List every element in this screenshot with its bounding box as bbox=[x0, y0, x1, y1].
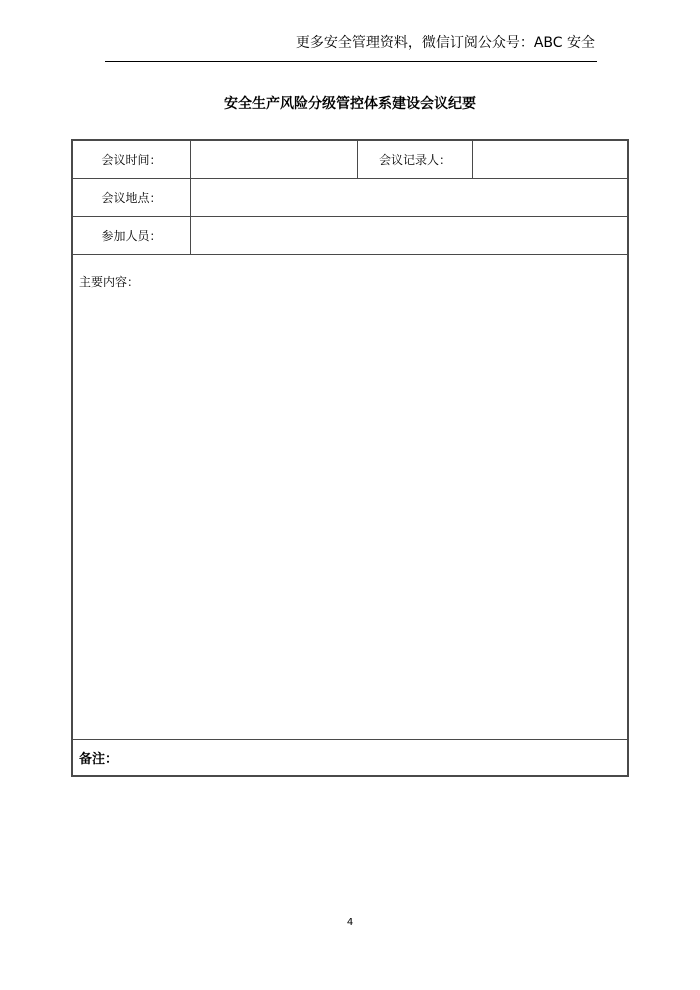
form-row-time-recorder bbox=[73, 141, 627, 179]
page-number: 4 bbox=[346, 917, 354, 928]
remarks-row[interactable] bbox=[73, 740, 627, 775]
meeting-time-field[interactable] bbox=[191, 141, 358, 178]
recorder-label: 会议记录人： bbox=[358, 141, 473, 178]
recorder-field[interactable] bbox=[473, 141, 627, 178]
remarks-label: 备注： bbox=[79, 752, 119, 767]
participants-field[interactable] bbox=[191, 217, 627, 254]
participants-label: 参加人员： bbox=[73, 217, 191, 254]
form-row-location bbox=[73, 179, 627, 217]
page-header-text: 更多安全管理资料，微信订阅公众号：ABC 安全 bbox=[295, 35, 595, 51]
meeting-location-field[interactable] bbox=[191, 179, 627, 216]
meeting-location-label: 会议地点： bbox=[73, 179, 191, 216]
meeting-time-label: 会议时间： bbox=[73, 141, 191, 178]
main-content-area[interactable] bbox=[73, 255, 627, 740]
form-row-participants bbox=[73, 217, 627, 255]
main-content-label: 主要内容： bbox=[79, 275, 140, 289]
meeting-minutes-form bbox=[71, 139, 629, 777]
document-title: 安全生产风险分级管控体系建设会议纪要 bbox=[224, 96, 476, 112]
header-divider bbox=[105, 61, 597, 62]
